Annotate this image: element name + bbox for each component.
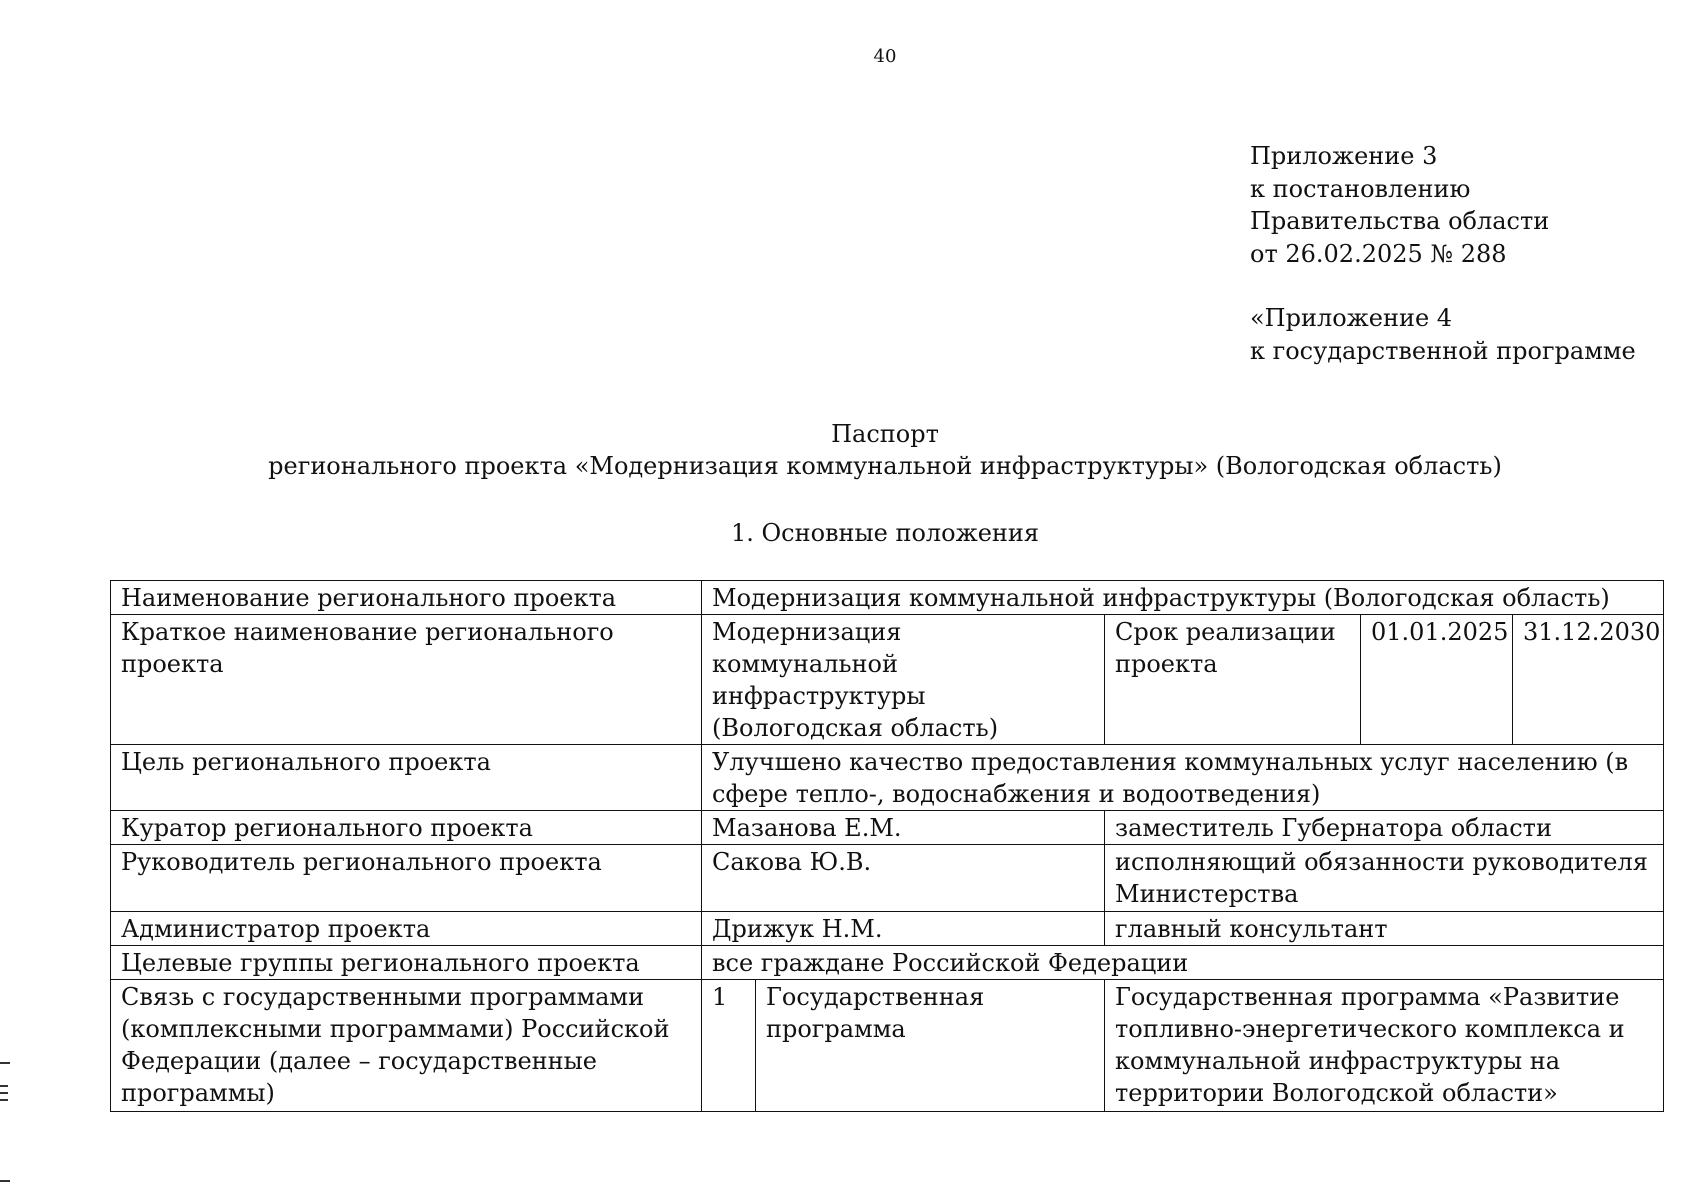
document-title [0, 418, 1697, 482]
appendix-line: от 26.02.2025 № 288 [1250, 239, 1507, 268]
table-row [111, 745, 1664, 811]
short-name-value: Модернизация коммунальной инфраструктуры (Вологодская область) [702, 615, 1105, 745]
name-label: Наименование регионального проекта [111, 581, 702, 615]
links-value: Государственная программа «Развитие топливно-энергетического комплекса и коммунальной инфраструктуры на территории Вологодской области» [1105, 980, 1664, 1112]
groups-value: все граждане Российской Федерации [702, 946, 1664, 980]
appendix-line: к государственной программе [1250, 336, 1636, 365]
margin-mark [0, 1099, 8, 1101]
table-row [111, 946, 1664, 980]
margin-mark [0, 1062, 10, 1064]
appendix-line: «Приложение 4 [1250, 304, 1453, 332]
links-type: Государственная программа [756, 980, 1105, 1112]
head-label: Руководитель регионального проекта [111, 845, 702, 912]
table-row [111, 615, 1664, 745]
links-number: 1 [702, 980, 756, 1112]
section-title: 1. Основные положения [730, 519, 1040, 547]
appendix-line: Правительства области [1250, 207, 1550, 235]
links-label: Связь с государственными программами (комплексными программами) Российской Федерации (далее – государственные программы) [111, 980, 702, 1112]
admin-position: главный консультант [1105, 912, 1664, 946]
goal-value: Улучшено качество предоставления коммунальных услуг населению (в сфере тепло-, водоснабжения и водоотведения) [702, 745, 1664, 811]
goal-label: Цель регионального проекта [111, 745, 702, 811]
short-name-label: Краткое наименование регионального проекта [111, 615, 702, 745]
margin-mark [0, 1092, 8, 1094]
appendix-line: к постановлению [1250, 174, 1471, 203]
table-row [111, 980, 1664, 1112]
term-label: Срок реализации проекта [1105, 615, 1361, 745]
appendix-block [1250, 140, 1636, 367]
term-start: 01.01.2025 [1361, 615, 1513, 745]
curator-label: Куратор регионального проекта [111, 811, 702, 845]
table-row [111, 811, 1664, 845]
admin-label: Администратор проекта [111, 912, 702, 946]
table-row [111, 581, 1664, 615]
curator-name: Мазанова Е.М. [702, 811, 1105, 845]
table-row [111, 912, 1664, 946]
table-row [111, 845, 1664, 912]
head-name: Сакова Ю.В. [702, 845, 1105, 912]
groups-label: Целевые группы регионального проекта [111, 946, 702, 980]
curator-position: заместитель Губернатора области [1105, 811, 1664, 845]
margin-mark [0, 1085, 8, 1087]
head-position: исполняющий обязанности руководителя Министерства [1105, 845, 1664, 912]
appendix-gap [1250, 270, 1636, 302]
page-number: 40 [873, 46, 897, 67]
passport-table [110, 580, 1664, 1112]
title-line-1: Паспорт [831, 420, 939, 448]
title-line-2: регионального проекта «Модернизация коммунальной инфраструктуры» (Вологодская область) [268, 452, 1502, 480]
term-end: 31.12.2030 [1513, 615, 1664, 745]
appendix-line: Приложение 3 [1250, 142, 1438, 170]
margin-mark [0, 1180, 10, 1182]
admin-name: Дрижук Н.М. [702, 912, 1105, 946]
name-value: Модернизация коммунальной инфраструктуры (Вологодская область) [702, 581, 1664, 615]
